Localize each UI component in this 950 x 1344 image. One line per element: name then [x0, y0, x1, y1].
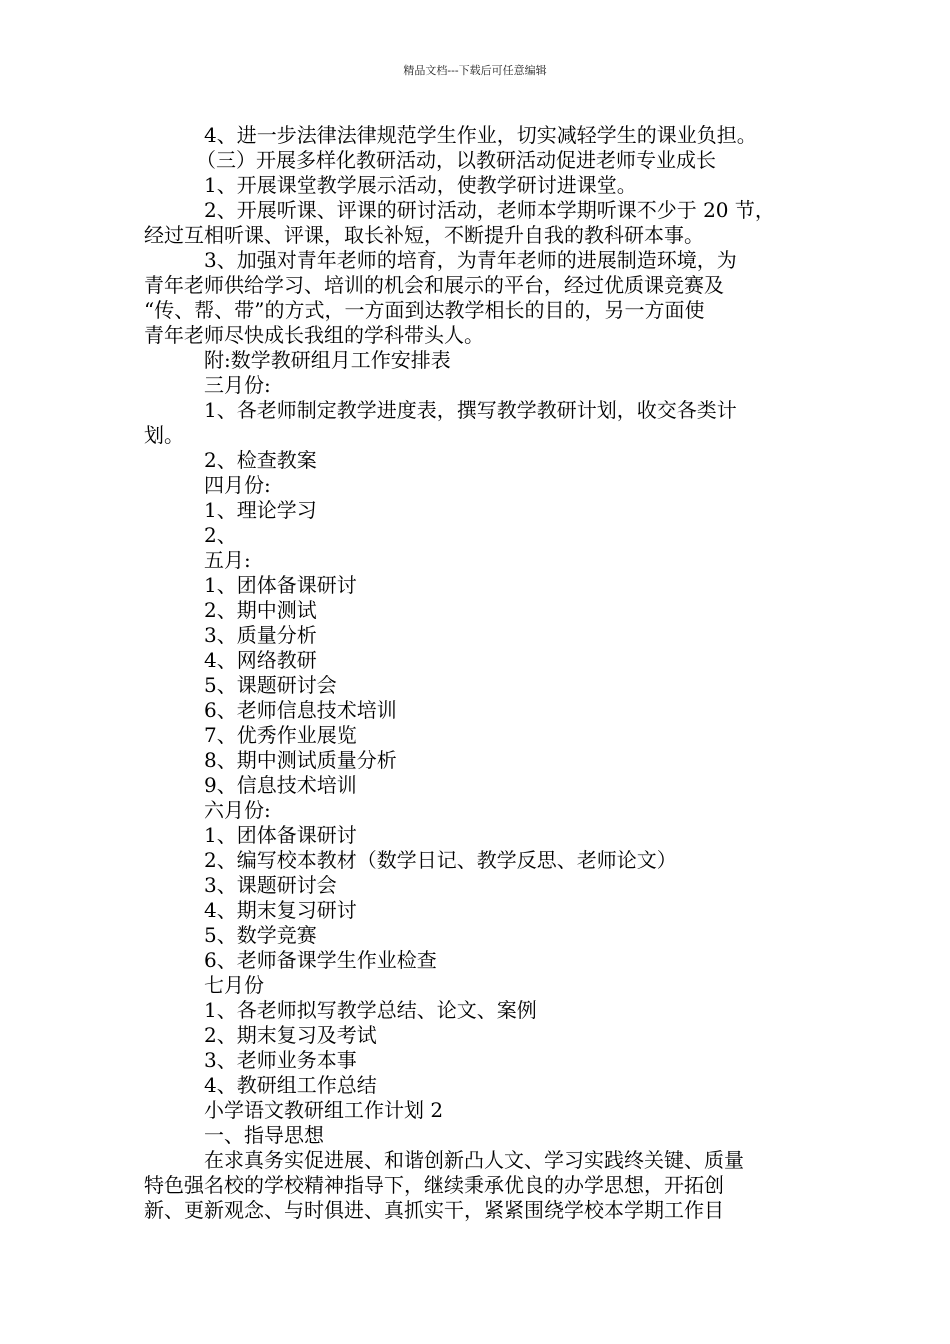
list-item: 2、: [204, 523, 237, 547]
section-heading: 一、指导思想: [204, 1123, 324, 1147]
list-item: 3、课题研讨会: [204, 873, 337, 897]
text-line: 新、更新观念、与时俱进、真抓实干，紧紧围绕学校本学期工作目: [144, 1198, 724, 1222]
list-item: 1、团体备课研讨: [204, 573, 357, 597]
list-item: 6、老师信息技术培训: [204, 698, 397, 722]
text-line: 青年老师尽快成长我组的学科带头人。: [144, 323, 484, 347]
list-item: 5、数学竞赛: [204, 923, 317, 947]
text-line: 特色强名校的学校精神指导下，继续秉承优良的办学思想，开拓创: [144, 1173, 724, 1197]
list-item: 9、信息技术培训: [204, 773, 357, 797]
text-line: 4、进一步法律法律规范学生作业，切实减轻学生的课业负担。: [204, 123, 757, 147]
list-item: 4、教研组工作总结: [204, 1073, 377, 1097]
list-item: 8、期中测试质量分析: [204, 748, 397, 772]
list-item: 1、各老师拟写教学总结、论文、案例: [204, 998, 537, 1022]
list-item: 3、质量分析: [204, 623, 317, 647]
text-line: 在求真务实促进展、和谐创新凸人文、学习实践终关键、质量: [204, 1148, 744, 1172]
list-item: 7、优秀作业展览: [204, 723, 357, 747]
list-item: 1、各老师制定教学进度表，撰写教学教研计划，收交各类计: [204, 398, 737, 422]
text-line: 青年老师供给学习、培训的机会和展示的平台，经过优质课竞赛及: [144, 273, 724, 297]
month-heading: 七月份: [204, 973, 264, 997]
list-item: 4、期末复习研讨: [204, 898, 357, 922]
section-heading: （三）开展多样化教研活动，以教研活动促进老师专业成长: [196, 148, 716, 172]
list-item: 2、期末复习及考试: [204, 1023, 377, 1047]
list-item: 2、期中测试: [204, 598, 317, 622]
text-line: 2、开展听课、评课的研讨活动，老师本学期听课不少于 20 节，: [204, 198, 775, 222]
list-item: 3、老师业务本事: [204, 1048, 357, 1072]
month-heading: 四月份:: [204, 473, 271, 497]
list-item: 1、团体备课研讨: [204, 823, 357, 847]
month-heading: 五月:: [204, 548, 251, 572]
text-line: 经过互相听课、评课，取长补短，不断提升自我的教科研本事。: [144, 223, 704, 247]
list-item: 6、老师备课学生作业检查: [204, 948, 437, 972]
page-header: 精品文档---下载后可任意编辑: [403, 64, 547, 77]
section-heading: 附:数学教研组月工作安排表: [204, 348, 451, 372]
list-item: 4、网络教研: [204, 648, 317, 672]
list-item: 2、编写校本教材（数学日记、教学反思、老师论文）: [204, 848, 677, 872]
list-item: 5、课题研讨会: [204, 673, 337, 697]
section-heading: 小学语文教研组工作计划 2: [204, 1098, 444, 1122]
text-line: 3、加强对青年老师的培育，为青年老师的进展制造环境，为: [204, 248, 737, 272]
list-item: 1、理论学习: [204, 498, 317, 522]
text-line: “传、帮、带”的方式，一方面到达教学相长的目的，另一方面使: [144, 298, 705, 322]
text-line: 划。: [144, 423, 184, 447]
text-line: 1、开展课堂教学展示活动，使教学研讨进课堂。: [204, 173, 637, 197]
month-heading: 六月份:: [204, 798, 271, 822]
list-item: 2、检查教案: [204, 448, 317, 472]
month-heading: 三月份:: [204, 373, 271, 397]
